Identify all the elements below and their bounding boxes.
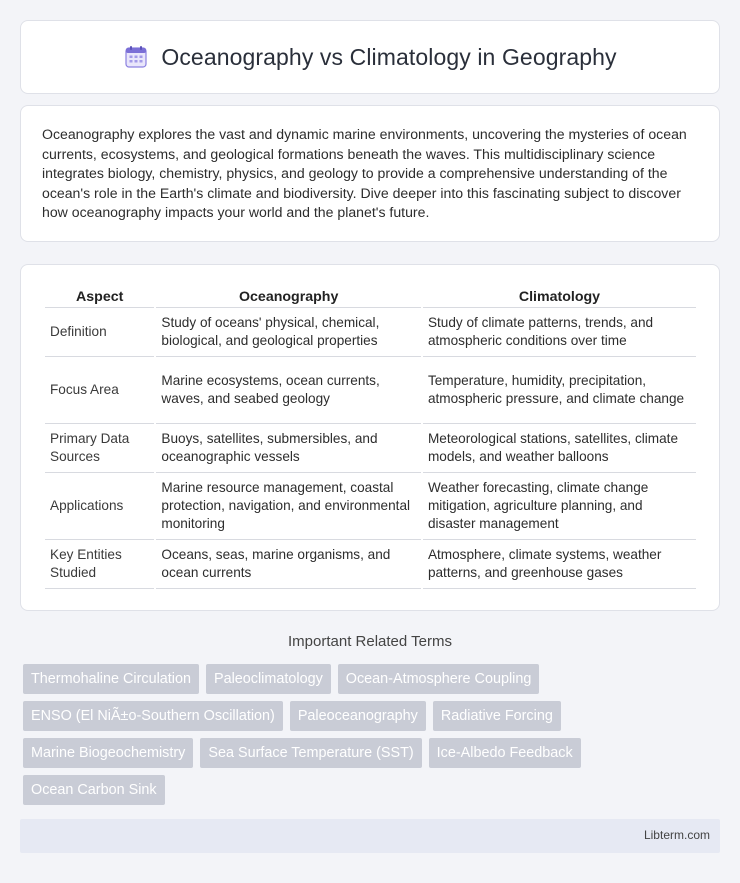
comparison-table (43, 285, 698, 589)
footer-site-link[interactable]: Libterm.com (643, 828, 710, 842)
tag-marine-biogeochemistry[interactable]: Marine Biogeochemistry (23, 738, 193, 768)
row-oceanography: Oceans, seas, marine organisms, and ocean currents (156, 540, 421, 589)
row-aspect: Key Entities Studied (45, 540, 154, 589)
row-climatology: Study of climate patterns, trends, and atmospheric conditions over time (423, 308, 696, 357)
row-aspect: Focus Area (45, 357, 154, 424)
row-climatology: Meteorological stations, satellites, climate models, and weather balloons (423, 424, 696, 473)
header-climatology: Climatology (423, 285, 696, 308)
row-aspect: Primary Data Sources (45, 424, 154, 473)
row-oceanography: Marine resource management, coastal protection, navigation, and environmental monitoring (156, 473, 421, 540)
tag-sea-surface-temperature[interactable]: Sea Surface Temperature (SST) (200, 738, 421, 768)
page-title: Oceanography vs Climatology in Geography (161, 43, 617, 70)
row-aspect: Applications (45, 473, 154, 540)
tag-ocean-carbon-sink[interactable]: Ocean Carbon Sink (23, 775, 165, 805)
table-row (45, 473, 696, 540)
table-row (45, 357, 696, 424)
footer (20, 819, 720, 853)
row-aspect: Definition (45, 308, 154, 357)
intro-card (20, 105, 720, 242)
tag-paleoceanography[interactable]: Paleoceanography (290, 701, 426, 731)
row-climatology: Weather forecasting, climate change mitigation, agriculture planning, and disaster management (423, 473, 696, 540)
table-row (45, 424, 696, 473)
row-climatology: Atmosphere, climate systems, weather patterns, and greenhouse gases (423, 540, 696, 589)
calendar-icon (123, 44, 149, 70)
tag-ocean-atmosphere-coupling[interactable]: Ocean-Atmosphere Coupling (338, 664, 540, 694)
title-card (20, 20, 720, 94)
row-oceanography: Study of oceans' physical, chemical, biological, and geological properties (156, 308, 421, 357)
tag-radiative-forcing[interactable]: Radiative Forcing (433, 701, 561, 731)
comparison-table-card (20, 264, 720, 611)
row-climatology: Temperature, humidity, precipitation, atmospheric pressure, and climate change (423, 357, 696, 424)
tag-enso[interactable]: ENSO (El NiÃ±o-Southern Oscillation) (23, 701, 283, 731)
tag-thermohaline-circulation[interactable]: Thermohaline Circulation (23, 664, 199, 694)
table-row (45, 540, 696, 589)
row-oceanography: Buoys, satellites, submersibles, and oceanographic vessels (156, 424, 421, 473)
related-terms-title: Important Related Terms (288, 633, 452, 650)
table-row (45, 308, 696, 357)
header-aspect: Aspect (45, 285, 154, 308)
intro-paragraph: Oceanography explores the vast and dynamic marine environments, uncovering the mysteries of ocean currents, ecosystems, and geological formations beneath the waves. This multidisciplinary science integrates biology, chemistry, physics, and geology to provide a comprehensive understanding of the ocean's role in the Earth's climate and biodiversity. Dive deeper into this fascinating subject to discover how oceanography impacts your world and the planet's future. (42, 126, 687, 221)
header-oceanography: Oceanography (156, 285, 421, 308)
tag-paleoclimatology[interactable]: Paleoclimatology (206, 664, 331, 694)
tag-ice-albedo-feedback[interactable]: Ice-Albedo Feedback (429, 738, 581, 768)
related-terms-list (23, 664, 703, 812)
row-oceanography: Marine ecosystems, ocean currents, waves, and seabed geology (156, 357, 421, 424)
